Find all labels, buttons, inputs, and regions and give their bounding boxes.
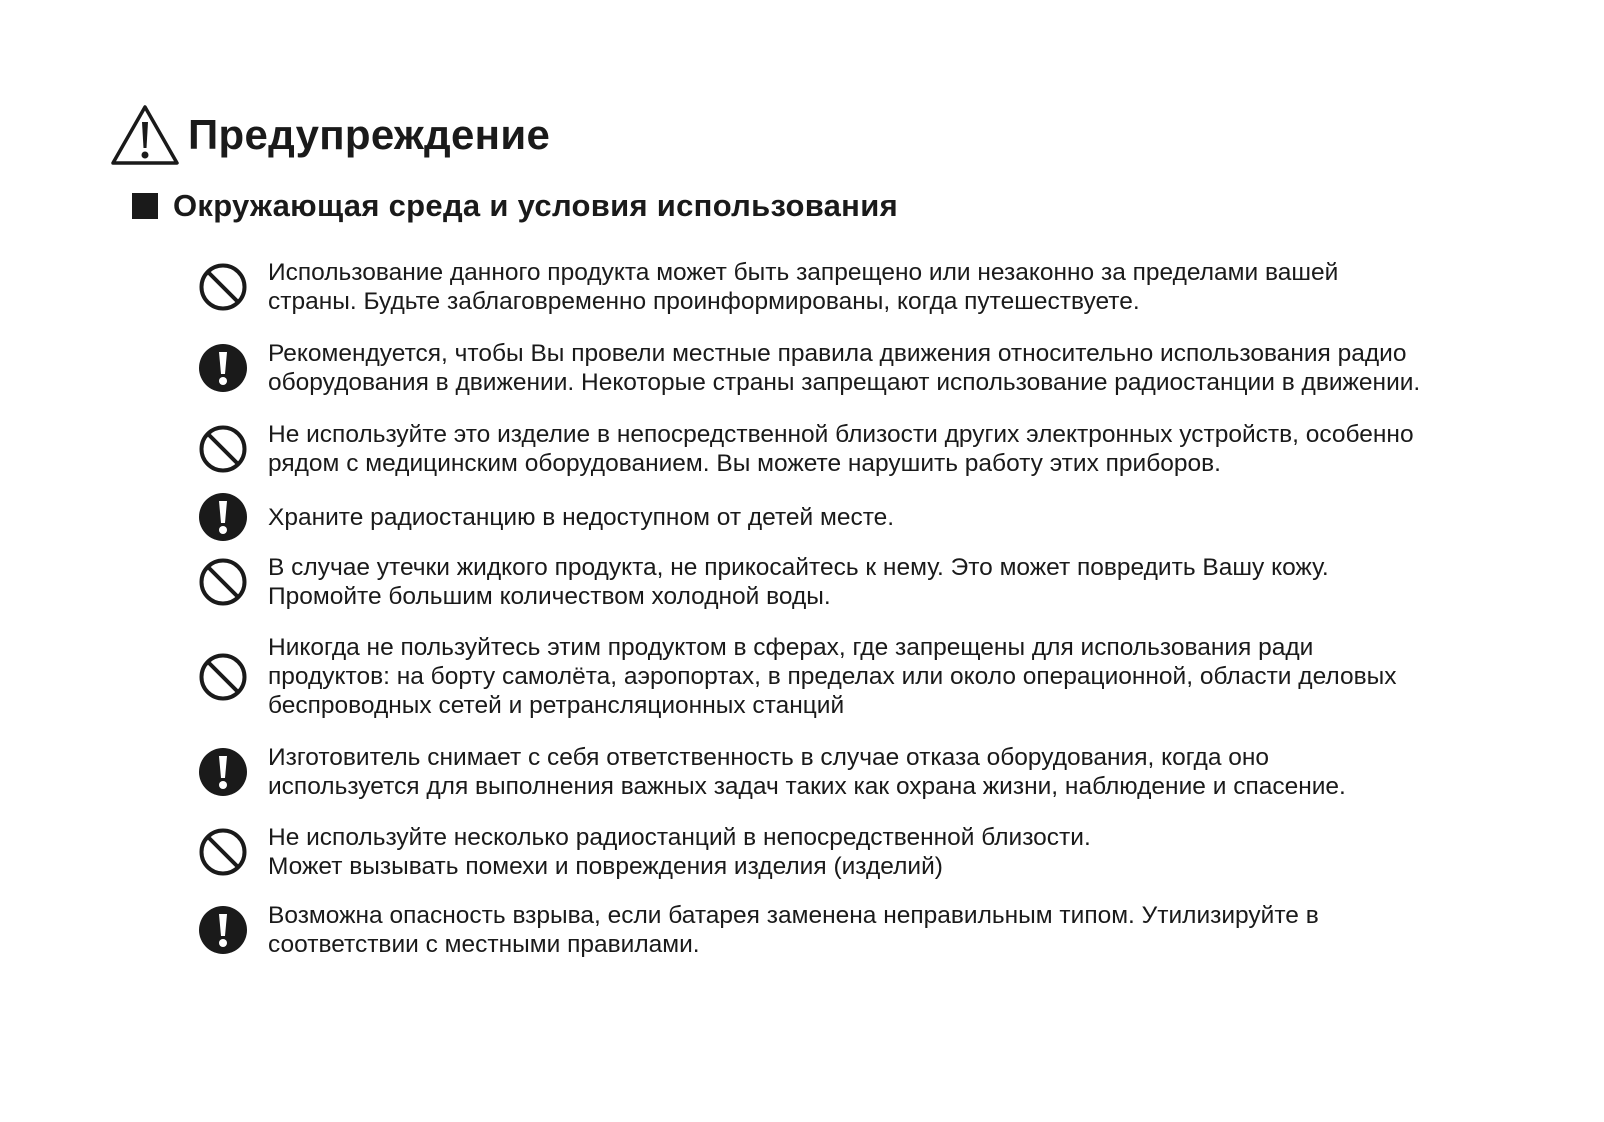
page-title <box>110 104 550 166</box>
warning-triangle-icon <box>110 104 180 166</box>
warning-item <box>198 339 1420 397</box>
mandatory-icon <box>198 905 248 955</box>
warning-item <box>198 420 1414 478</box>
warning-item <box>198 901 1319 959</box>
prohibited-icon <box>198 652 248 702</box>
prohibited-icon <box>198 557 248 607</box>
prohibited-icon <box>198 424 248 474</box>
prohibited-icon <box>198 827 248 877</box>
mandatory-icon <box>198 343 248 393</box>
warning-item <box>198 823 1091 881</box>
warning-item-text: Изготовитель снимает с себя ответственность в случае отказа оборудования, когда оно используется для выполнения важных задач таких как охрана жизни, наблюдение и спасение. <box>268 744 1346 800</box>
square-bullet-icon <box>132 193 158 219</box>
warning-item-text: Храните радиостанцию в недоступном от детей месте. <box>268 503 895 531</box>
warning-item <box>198 743 1346 801</box>
mandatory-icon <box>198 492 248 542</box>
warning-item-text: Не используйте несколько радиостанций в непосредственной близости. Может вызывать помехи и повреждения изделия (изделий) <box>268 824 1091 880</box>
warning-item-text: Никогда не пользуйтесь этим продуктом в сферах, где запрещены для использования ради продуктов: на борту самолёта, аэропортах, в пределах или около операционной, области деловых беспроводных сетей и ретрансляционных станций <box>268 634 1397 719</box>
prohibited-icon <box>198 262 248 312</box>
warning-item-text: Использование данного продукта может быть запрещено или незаконно за пределами вашей страны. Будьте заблаговременно проинформированы, когда путешествуете. <box>268 259 1339 315</box>
warning-item-text: Возможна опасность взрыва, если батарея заменена неправильным типом. Утилизируйте в соответствии с местными правилами. <box>268 902 1319 958</box>
warning-item-text: В случае утечки жидкого продукта, не прикосайтесь к нему. Это может повредить Вашу кожу. Промойте большим количеством холодной воды. <box>268 554 1329 610</box>
title-text: Предупреждение <box>188 111 551 158</box>
warning-item <box>198 492 894 542</box>
mandatory-icon <box>198 747 248 797</box>
section-heading <box>132 188 898 224</box>
warning-item <box>198 633 1396 720</box>
warning-item <box>198 553 1329 611</box>
warning-item <box>198 258 1338 316</box>
section-title: Окружающая среда и условия использования <box>173 188 898 223</box>
warning-item-text: Не используйте это изделие в непосредственной близости других электронных устройств, особенно рядом с медицинским оборудованием. Вы можете нарушить работу этих приборов. <box>268 421 1414 477</box>
warning-item-text: Рекомендуется, чтобы Вы провели местные правила движения относительно использования радио оборудования в движении. Некоторые страны запрещают использование радиостанции в движении. <box>268 340 1421 396</box>
